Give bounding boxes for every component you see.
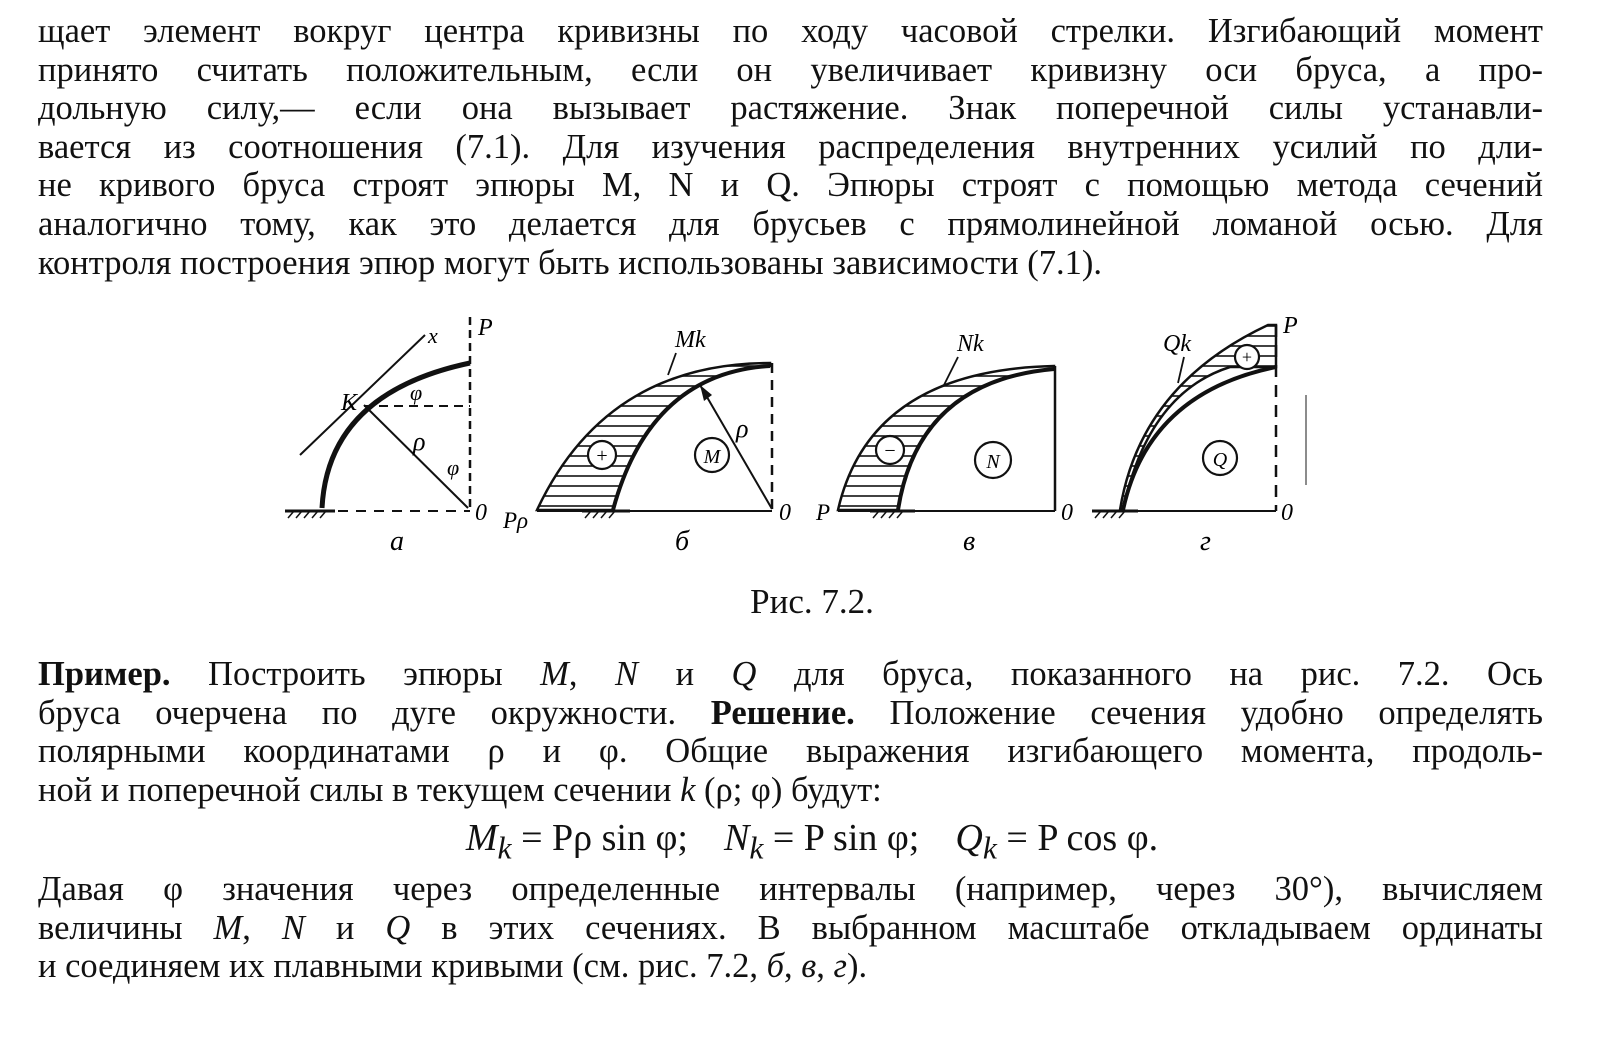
label-x: x (428, 323, 438, 348)
label-Nk: Nk (957, 331, 984, 357)
label-Prho: Pρ (503, 508, 529, 533)
eq-subscript: k (982, 830, 997, 866)
text-line: контроля построения эпюр могут быть использованы зависимости (7.1). (38, 243, 1102, 282)
symbol-M: M (540, 655, 569, 693)
text-line (38, 771, 1543, 810)
label-P: P (1283, 313, 1298, 339)
eq-symbol: Q (955, 817, 983, 859)
paragraph-3 (38, 870, 1543, 986)
ground-support (285, 511, 335, 518)
equation-Nk (724, 816, 919, 867)
text-line: принято считать положительным, если он увеличивает кривизну оси бруса, а про- (38, 50, 1543, 89)
text-line (38, 694, 1543, 733)
pointer-line (1178, 357, 1184, 383)
text-span: , (568, 655, 616, 693)
plus-sign: + (596, 445, 608, 467)
label-O: 0 (779, 500, 791, 526)
text-line (38, 909, 1543, 948)
panel-letter: в (963, 526, 976, 557)
equation (0, 816, 1624, 867)
example-lead: Пример. (38, 655, 171, 693)
plus-sign: + (1241, 347, 1253, 367)
panel-b (502, 327, 791, 557)
text-line: не кривого бруса строят эпюры M, N и Q. Эпюры строят с помощью метода сечений (38, 166, 1543, 205)
tangent-line (300, 335, 425, 455)
text-span: бруса очерчена по дуге окружности. (38, 693, 711, 732)
panel-a (285, 315, 493, 557)
eq-rhs: = Pρ sin φ; (521, 817, 688, 859)
symbol-k: k (680, 770, 696, 809)
text-line (38, 947, 1543, 986)
arrow-head (700, 385, 712, 401)
label-M: M (703, 446, 721, 468)
paragraph-1 (38, 12, 1543, 282)
label-rho: ρ (736, 414, 749, 443)
label-N: N (986, 451, 1000, 473)
label-Qk: Qk (1163, 331, 1191, 357)
equation-Qk (955, 816, 1158, 867)
label-phi-bottom: φ (447, 455, 460, 480)
figure-ref-b: б (766, 947, 784, 986)
minus-sign: − (884, 440, 896, 462)
text-line: дольную силу,— если она вызывает растяжение. Знак поперечной силы устанавли- (38, 89, 1543, 128)
text-line: аналогично тому, как это делается для брусьев с прямолинейной ломаной осью. Для (38, 204, 1543, 243)
label-P: P (816, 500, 831, 525)
text-span: величины (38, 908, 214, 947)
eq-symbol: N (723, 817, 750, 859)
paragraph-2 (38, 655, 1543, 809)
eq-subscript: k (749, 830, 764, 866)
label-phi-top: φ (410, 380, 423, 405)
figure-ref-v: в (801, 947, 817, 986)
text-span: (ρ; φ) будут: (695, 770, 882, 809)
text-line (38, 655, 1543, 694)
panel-g (1092, 313, 1306, 557)
eq-rhs: = P cos φ. (1006, 817, 1159, 859)
text-span: Положение сечения удобно определять (854, 693, 1544, 732)
figure-7-2 (0, 305, 1624, 577)
diagram-N-area (838, 366, 1054, 510)
label-O: 0 (1061, 500, 1073, 526)
solution-lead: Решение. (710, 693, 855, 732)
text-line: полярными координатами ρ и φ. Общие выражения изгибающего момента, продоль- (38, 732, 1543, 771)
equation-Mk (466, 816, 688, 867)
text-line: вается из соотношения (7.1). Для изучения распределения внутренних усилий по дли- (38, 127, 1543, 166)
ground-support (870, 511, 915, 518)
symbol-Q: Q (731, 655, 757, 693)
text-line: щает элемент вокруг центра кривизны по ходу часовой стрелки. Изгибающий момент (38, 12, 1543, 50)
figure-ref-g: г (833, 947, 847, 986)
panel-letter: б (675, 526, 690, 557)
label-P: P (478, 315, 493, 341)
text-line: Давая φ значения через определенные интервалы (например, через 30°), вычисляем (38, 870, 1543, 908)
text-span: , (784, 947, 802, 986)
label-Mk: Mk (675, 327, 706, 353)
label-K: K (341, 390, 358, 416)
label-O: 0 (475, 500, 487, 526)
label-rho: ρ (413, 427, 426, 456)
text-span: и (638, 655, 732, 693)
text-span: , (242, 908, 282, 947)
ground-support (582, 511, 630, 518)
eq-symbol: M (465, 817, 498, 859)
panel-letter: а (390, 526, 404, 557)
symbol-N: N (615, 655, 639, 693)
inner-beam-arc (898, 369, 1054, 510)
panel-letter: г (1200, 526, 1211, 557)
text-span: в этих сечениях. В выбранном масштабе откладываем ординаты (410, 908, 1543, 947)
label-O: 0 (1281, 500, 1293, 526)
pointer-line (668, 353, 676, 375)
text-span: ной и поперечной силы в текущем сечении (38, 770, 681, 809)
text-span: и соединяем их плавными кривыми (см. рис. 7.2, (38, 947, 767, 986)
label-Q: Q (1212, 449, 1228, 471)
figure-caption: Рис. 7.2. (750, 582, 874, 621)
text-span: для бруса, показанного на рис. 7.2. Ось (756, 655, 1544, 693)
text-span: и (304, 908, 386, 947)
symbol-M: M (213, 908, 243, 947)
ground-support (1092, 511, 1138, 518)
text-span: ). (846, 947, 868, 986)
text-span: , (816, 947, 834, 986)
text-span: Построить эпюры (170, 655, 541, 693)
panel-v (815, 331, 1073, 557)
symbol-Q: Q (385, 908, 411, 947)
symbol-N: N (281, 908, 305, 947)
eq-rhs: = P sin φ; (772, 817, 920, 859)
eq-subscript: k (497, 830, 512, 866)
